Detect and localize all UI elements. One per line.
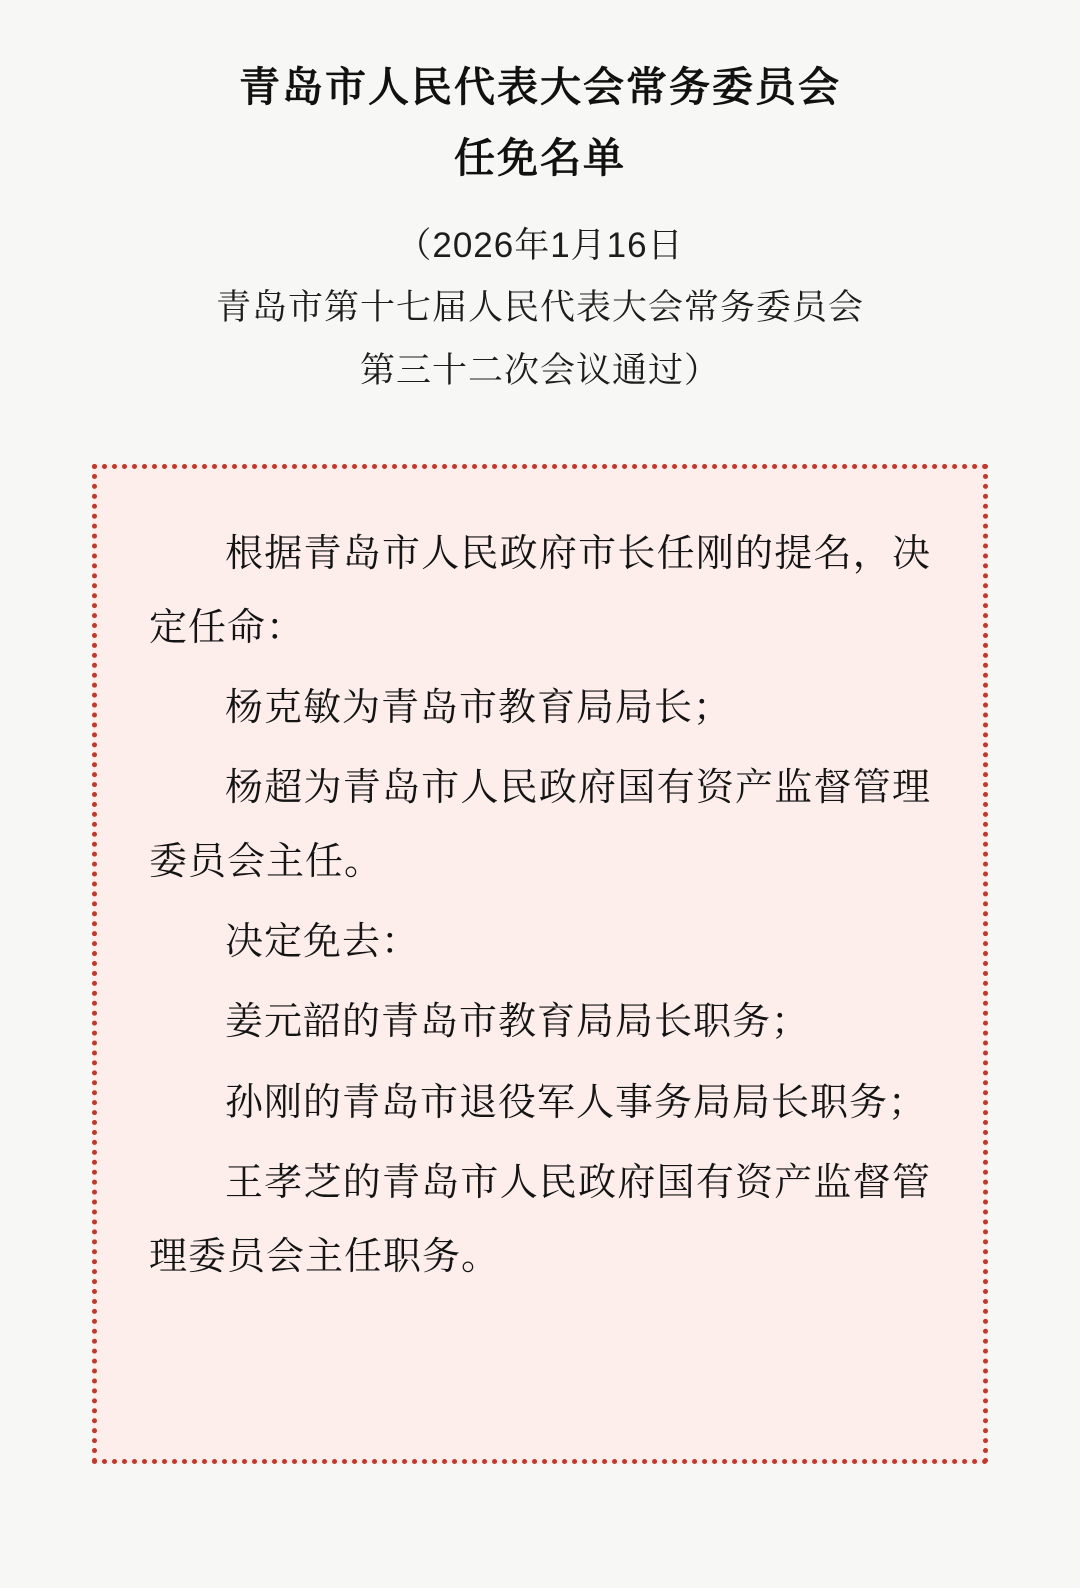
subtitle-line-3: 第三十二次会议通过） (359, 350, 720, 390)
notice-paragraph: 根据青岛市人民政府市长任刚的提名，决定任命： (149, 532, 931, 650)
notice-paragraph: 姜元韶的青岛市教育局局长职务； (225, 1001, 811, 1044)
notice-box (92, 464, 988, 1464)
page-title-line-2: 任免名单 (454, 134, 626, 181)
notice-paragraph: 杨克敏为青岛市教育局局长； (225, 687, 733, 730)
document-subtitle (70, 215, 1010, 402)
notice-paragraph: 杨超为青岛市人民政府国有资产监督管理委员会主任。 (149, 767, 931, 884)
subtitle-line-1: （2026年1月16日 (396, 226, 684, 266)
notice-paragraph: 孙刚的青岛市退役军人事务局局长职务； (225, 1081, 928, 1124)
notice-paragraph: 决定免去： (225, 921, 421, 964)
subtitle-line-2: 青岛市第十七届人民代表大会常务委员会 (215, 288, 864, 328)
notice-paragraph: 王孝芝的青岛市人民政府国有资产监督管理委员会主任职务。 (149, 1161, 931, 1278)
document-header (0, 52, 1080, 402)
page-title-line-1: 青岛市人民代表大会常务委员会 (239, 64, 841, 110)
